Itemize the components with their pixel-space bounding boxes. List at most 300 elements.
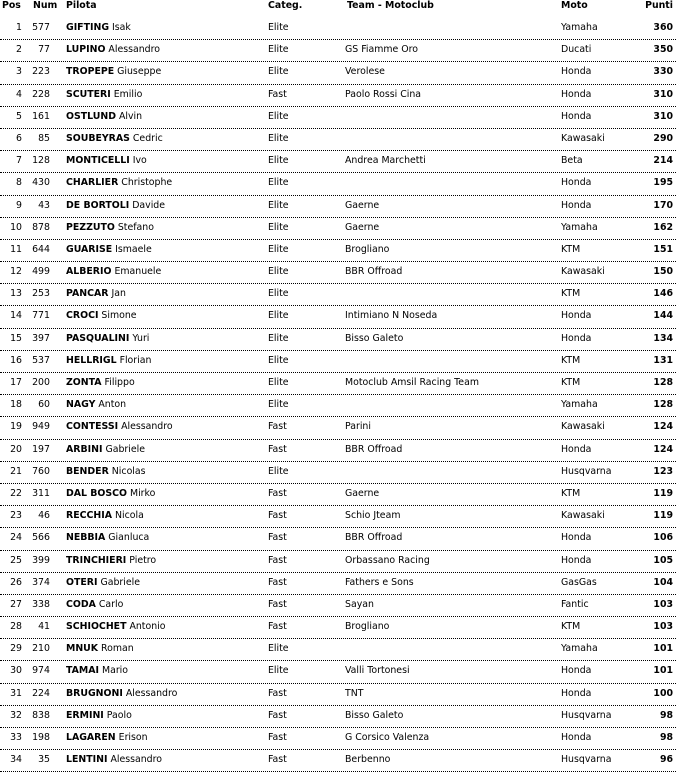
header-categ: Categ. bbox=[268, 0, 303, 11]
cell-moto: Honda bbox=[561, 177, 592, 189]
cell-categ: Fast bbox=[268, 687, 287, 699]
table-row bbox=[0, 440, 682, 462]
table-row bbox=[0, 706, 682, 728]
cell-pos: 11 bbox=[10, 243, 22, 255]
rider-name: Davide bbox=[132, 199, 166, 211]
cell-num: 838 bbox=[32, 709, 50, 721]
cell-punti: 128 bbox=[653, 377, 673, 388]
cell-pos: 25 bbox=[10, 554, 22, 566]
cell-num: 397 bbox=[32, 332, 50, 344]
cell-pilota bbox=[66, 444, 145, 456]
cell-categ: Fast bbox=[268, 510, 287, 522]
table-row bbox=[0, 595, 682, 617]
rider-name: Alessandro bbox=[125, 687, 178, 699]
cell-team: Schio Jteam bbox=[345, 510, 401, 522]
header-pilota: Pilota bbox=[66, 0, 97, 11]
rider-surname: LUPINO bbox=[66, 44, 106, 56]
cell-punti: 360 bbox=[653, 22, 673, 33]
cell-pos: 10 bbox=[10, 221, 22, 233]
rider-name: Emilio bbox=[113, 88, 143, 100]
cell-team: Gaerne bbox=[345, 221, 380, 233]
cell-pilota bbox=[66, 488, 155, 500]
rider-surname: TROPEPE bbox=[66, 66, 115, 78]
table-row bbox=[0, 240, 682, 262]
cell-categ: Fast bbox=[268, 598, 287, 610]
cell-pilota bbox=[66, 333, 149, 345]
rider-surname: ZONTA bbox=[66, 377, 102, 388]
rider-surname: TRINCHIERI bbox=[66, 554, 127, 566]
rider-surname: PASQUALINI bbox=[66, 332, 130, 344]
table-row bbox=[0, 551, 682, 573]
cell-punti: 124 bbox=[653, 421, 673, 433]
cell-team: Parini bbox=[345, 421, 371, 433]
rider-surname: BENDER bbox=[66, 465, 109, 477]
cell-punti: 124 bbox=[653, 443, 673, 455]
table-row bbox=[0, 85, 682, 107]
rider-name: Mario bbox=[101, 665, 129, 677]
rider-name: Ivo bbox=[132, 155, 147, 167]
cell-team: Berbenno bbox=[345, 754, 391, 766]
cell-pilota bbox=[66, 421, 173, 433]
cell-moto: Fantic bbox=[561, 598, 589, 610]
cell-pos: 6 bbox=[16, 132, 22, 144]
cell-pos: 32 bbox=[10, 709, 22, 721]
cell-punti: 100 bbox=[653, 687, 673, 699]
rider-surname: HELLRIGL bbox=[66, 354, 117, 366]
cell-punti: 162 bbox=[653, 221, 673, 233]
rider-name: Christophe bbox=[121, 177, 173, 189]
rider-name: Paolo bbox=[106, 709, 132, 721]
table-row bbox=[0, 417, 682, 439]
cell-categ: Fast bbox=[268, 709, 287, 721]
cell-num: 311 bbox=[32, 487, 50, 499]
rider-name: Cedric bbox=[132, 132, 163, 144]
table-row bbox=[0, 151, 682, 173]
cell-pos: 12 bbox=[10, 266, 22, 278]
cell-punti: 123 bbox=[653, 465, 673, 477]
cell-num: 228 bbox=[32, 88, 50, 100]
cell-num: 430 bbox=[32, 177, 50, 189]
cell-punti: 98 bbox=[659, 709, 673, 721]
cell-num: 43 bbox=[38, 199, 50, 211]
cell-punti: 134 bbox=[653, 332, 673, 344]
cell-pilota bbox=[66, 732, 148, 744]
cell-num: 253 bbox=[32, 288, 50, 300]
rider-name: Giuseppe bbox=[117, 66, 162, 78]
cell-team: Brogliano bbox=[345, 243, 390, 255]
cell-num: 771 bbox=[32, 310, 50, 322]
cell-num: 499 bbox=[32, 266, 50, 278]
cell-moto: Yamaha bbox=[561, 643, 598, 655]
cell-moto: Ducati bbox=[561, 44, 592, 56]
cell-categ: Fast bbox=[268, 554, 287, 566]
cell-num: 161 bbox=[32, 110, 50, 122]
cell-pos: 19 bbox=[10, 421, 22, 433]
cell-punti: 144 bbox=[653, 310, 673, 322]
cell-punti: 146 bbox=[653, 288, 673, 300]
cell-pilota bbox=[66, 377, 135, 389]
cell-moto: Kawasaki bbox=[561, 132, 605, 144]
cell-pilota bbox=[66, 710, 132, 722]
cell-punti: 96 bbox=[659, 754, 673, 766]
cell-pilota bbox=[66, 288, 126, 300]
table-row bbox=[0, 395, 682, 417]
cell-punti: 350 bbox=[653, 44, 673, 56]
cell-pos: 1 bbox=[16, 22, 22, 33]
rider-surname: ALBERIO bbox=[66, 266, 112, 278]
cell-pilota bbox=[66, 665, 128, 677]
cell-num: 537 bbox=[32, 354, 50, 366]
cell-num: 77 bbox=[38, 44, 50, 56]
cell-punti: 103 bbox=[653, 598, 673, 610]
cell-categ: Elite bbox=[268, 177, 289, 189]
cell-pos: 30 bbox=[10, 665, 22, 677]
rider-name: Ismaele bbox=[115, 243, 152, 255]
table-header bbox=[0, 0, 682, 14]
cell-num: 200 bbox=[32, 377, 50, 388]
cell-punti: 119 bbox=[653, 510, 673, 522]
cell-num: 85 bbox=[38, 132, 50, 144]
cell-pilota bbox=[66, 621, 166, 633]
cell-pilota bbox=[66, 244, 152, 256]
cell-pilota bbox=[66, 44, 160, 56]
cell-num: 949 bbox=[32, 421, 50, 433]
cell-num: 878 bbox=[32, 221, 50, 233]
table-row bbox=[0, 462, 682, 484]
cell-num: 760 bbox=[32, 465, 50, 477]
rider-name: Jan bbox=[111, 288, 126, 300]
cell-num: 41 bbox=[38, 621, 50, 633]
rider-surname: SOUBEYRAS bbox=[66, 132, 130, 144]
cell-punti: 119 bbox=[653, 487, 673, 499]
cell-categ: Elite bbox=[268, 66, 289, 78]
cell-categ: Fast bbox=[268, 754, 287, 766]
rider-surname: TAMAI bbox=[66, 665, 99, 677]
rider-surname: NAGY bbox=[66, 399, 96, 411]
rider-name: Florian bbox=[119, 354, 152, 366]
rider-name: Nicolas bbox=[111, 465, 146, 477]
cell-punti: 128 bbox=[653, 399, 673, 411]
cell-pos: 20 bbox=[10, 443, 22, 455]
cell-team: Paolo Rossi Cina bbox=[345, 88, 422, 100]
cell-categ: Fast bbox=[268, 487, 287, 499]
cell-num: 399 bbox=[32, 554, 50, 566]
cell-moto: Honda bbox=[561, 532, 592, 544]
cell-pilota bbox=[66, 200, 165, 212]
cell-punti: 106 bbox=[653, 532, 673, 544]
cell-categ: Fast bbox=[268, 732, 287, 743]
cell-pilota bbox=[66, 133, 163, 145]
cell-categ: Elite bbox=[268, 354, 289, 366]
cell-pilota bbox=[66, 66, 161, 78]
table-row bbox=[0, 617, 682, 639]
cell-categ: Fast bbox=[268, 88, 287, 100]
cell-moto: Beta bbox=[561, 155, 583, 167]
table-row bbox=[0, 284, 682, 306]
rider-name: Roman bbox=[101, 643, 134, 655]
cell-categ: Elite bbox=[268, 465, 289, 477]
cell-pos: 5 bbox=[16, 110, 22, 122]
cell-moto: Honda bbox=[561, 332, 592, 344]
standings-table bbox=[0, 18, 682, 772]
cell-num: 374 bbox=[32, 576, 50, 588]
cell-team: GS Fiamme Oro bbox=[345, 44, 419, 56]
cell-pilota bbox=[66, 111, 142, 123]
cell-pilota bbox=[66, 355, 151, 367]
rider-surname: GIFTING bbox=[66, 22, 110, 33]
rider-name: Erison bbox=[118, 732, 148, 743]
cell-punti: 170 bbox=[653, 199, 673, 211]
cell-team: G Corsico Valenza bbox=[345, 732, 430, 743]
cell-moto: KTM bbox=[561, 377, 581, 388]
rider-name: Gianluca bbox=[108, 532, 150, 544]
rider-name: Alessandro bbox=[108, 44, 160, 56]
cell-moto: Honda bbox=[561, 110, 592, 122]
rider-surname: CODA bbox=[66, 598, 96, 610]
rider-name: Gabriele bbox=[105, 443, 145, 455]
cell-team: Motoclub Amsil Racing Team bbox=[345, 377, 479, 388]
table-row bbox=[0, 506, 682, 528]
cell-punti: 290 bbox=[653, 132, 673, 144]
cell-pos: 13 bbox=[10, 288, 22, 300]
cell-team: Verolese bbox=[345, 66, 385, 78]
cell-team: Fathers e Sons bbox=[345, 576, 414, 588]
rider-name: Pietro bbox=[129, 554, 157, 566]
cell-pilota bbox=[66, 466, 146, 478]
cell-pilota bbox=[66, 155, 147, 167]
cell-pilota bbox=[66, 399, 126, 411]
cell-moto: KTM bbox=[561, 288, 581, 300]
cell-punti: 131 bbox=[653, 354, 673, 366]
cell-num: 198 bbox=[32, 732, 50, 743]
cell-pilota bbox=[66, 266, 161, 278]
cell-team: Bisso Galeto bbox=[345, 332, 404, 344]
cell-pos: 18 bbox=[10, 399, 22, 411]
table-row bbox=[0, 639, 682, 661]
cell-num: 46 bbox=[38, 510, 50, 522]
rider-surname: LAGAREN bbox=[66, 732, 116, 743]
cell-team: Brogliano bbox=[345, 621, 390, 633]
rider-surname: CHARLIER bbox=[66, 177, 119, 189]
rider-name: Anton bbox=[98, 399, 127, 411]
rider-name: Stefano bbox=[117, 221, 154, 233]
cell-pos: 17 bbox=[10, 377, 22, 388]
rider-surname: ERMINI bbox=[66, 709, 104, 721]
cell-pilota bbox=[66, 754, 162, 766]
rider-surname: NEBBIA bbox=[66, 532, 106, 544]
cell-categ: Elite bbox=[268, 22, 289, 33]
cell-moto: Honda bbox=[561, 199, 592, 211]
rider-name: Alvin bbox=[118, 110, 143, 122]
rider-surname: OTERI bbox=[66, 576, 98, 588]
cell-pos: 16 bbox=[10, 354, 22, 366]
cell-moto: KTM bbox=[561, 621, 581, 633]
cell-categ: Elite bbox=[268, 110, 289, 122]
cell-categ: Elite bbox=[268, 665, 289, 677]
cell-num: 60 bbox=[38, 399, 50, 411]
cell-categ: Elite bbox=[268, 266, 289, 278]
rider-surname: CROCI bbox=[66, 310, 99, 322]
cell-moto: Honda bbox=[561, 732, 592, 743]
cell-pos: 7 bbox=[16, 155, 22, 167]
rider-name: Gabriele bbox=[100, 576, 141, 588]
cell-pos: 28 bbox=[10, 621, 22, 633]
cell-punti: 195 bbox=[653, 177, 673, 189]
cell-pos: 27 bbox=[10, 598, 22, 610]
rider-name: Antonio bbox=[129, 621, 166, 633]
cell-team: TNT bbox=[345, 687, 364, 699]
cell-team: BBR Offroad bbox=[345, 266, 403, 278]
table-row bbox=[0, 306, 682, 328]
cell-pilota bbox=[66, 643, 134, 655]
cell-moto: Honda bbox=[561, 687, 592, 699]
table-row bbox=[0, 129, 682, 151]
cell-num: 644 bbox=[32, 243, 50, 255]
cell-pos: 8 bbox=[16, 177, 22, 189]
cell-punti: 151 bbox=[653, 243, 673, 255]
cell-categ: Elite bbox=[268, 132, 289, 144]
cell-pos: 33 bbox=[10, 732, 22, 743]
cell-team: Sayan bbox=[345, 598, 374, 610]
cell-pos: 34 bbox=[10, 754, 22, 766]
table-row bbox=[0, 196, 682, 218]
cell-moto: Honda bbox=[561, 88, 592, 100]
table-row bbox=[0, 262, 682, 284]
cell-num: 224 bbox=[32, 687, 50, 699]
table-row bbox=[0, 218, 682, 240]
cell-categ: Elite bbox=[268, 221, 289, 233]
rider-name: Simone bbox=[101, 310, 137, 322]
cell-categ: Elite bbox=[268, 332, 289, 344]
cell-categ: Elite bbox=[268, 288, 289, 300]
table-row bbox=[0, 351, 682, 373]
cell-moto: Honda bbox=[561, 554, 592, 566]
cell-team: BBR Offroad bbox=[345, 532, 403, 544]
cell-team: Orbassano Racing bbox=[345, 554, 430, 566]
table-row bbox=[0, 528, 682, 550]
cell-pos: 9 bbox=[16, 199, 22, 211]
header-num: Num bbox=[33, 0, 58, 11]
rider-surname: MNUK bbox=[66, 643, 99, 655]
rider-name: Isak bbox=[112, 22, 131, 33]
cell-moto: Honda bbox=[561, 665, 592, 677]
rider-surname: RECCHIA bbox=[66, 510, 112, 522]
cell-moto: Kawasaki bbox=[561, 510, 605, 522]
rider-surname: DAL BOSCO bbox=[66, 487, 127, 499]
cell-num: 210 bbox=[32, 643, 50, 655]
cell-pos: 23 bbox=[10, 510, 22, 522]
cell-pilota bbox=[66, 89, 142, 101]
cell-categ: Elite bbox=[268, 243, 289, 255]
cell-punti: 101 bbox=[653, 643, 673, 655]
cell-num: 566 bbox=[32, 532, 50, 544]
rider-name: Mirko bbox=[129, 487, 156, 499]
table-row bbox=[0, 173, 682, 195]
header-team: Team - Motoclub bbox=[347, 0, 434, 11]
table-row bbox=[0, 62, 682, 84]
cell-punti: 103 bbox=[653, 621, 673, 633]
cell-pos: 24 bbox=[10, 532, 22, 544]
rider-surname: PANCAR bbox=[66, 288, 109, 300]
cell-team: Andrea Marchetti bbox=[345, 155, 426, 167]
rider-name: Filippo bbox=[104, 377, 135, 388]
table-row bbox=[0, 484, 682, 506]
table-row bbox=[0, 661, 682, 683]
cell-categ: Elite bbox=[268, 199, 289, 211]
table-row bbox=[0, 573, 682, 595]
cell-moto: Kawasaki bbox=[561, 421, 605, 433]
cell-pilota bbox=[66, 510, 144, 522]
cell-pos: 14 bbox=[10, 310, 22, 322]
cell-pilota bbox=[66, 177, 172, 189]
rider-name: Yuri bbox=[132, 332, 150, 344]
rider-surname: OSTLUND bbox=[66, 110, 116, 122]
cell-team: Intimiano N Noseda bbox=[345, 310, 438, 322]
rider-surname: PEZZUTO bbox=[66, 221, 115, 233]
cell-punti: 101 bbox=[653, 665, 673, 677]
table-row bbox=[0, 728, 682, 750]
cell-moto: Yamaha bbox=[561, 22, 598, 33]
cell-num: 338 bbox=[32, 598, 50, 610]
cell-pilota bbox=[66, 599, 123, 611]
cell-categ: Elite bbox=[268, 310, 289, 322]
cell-num: 577 bbox=[32, 22, 50, 33]
cell-moto: Husqvarna bbox=[561, 754, 612, 766]
cell-pilota bbox=[66, 555, 156, 567]
cell-punti: 150 bbox=[653, 266, 673, 278]
cell-moto: Kawasaki bbox=[561, 266, 605, 278]
cell-categ: Elite bbox=[268, 399, 289, 411]
cell-pos: 4 bbox=[16, 88, 22, 100]
table-row bbox=[0, 107, 682, 129]
cell-pilota bbox=[66, 532, 149, 544]
header-pos: Pos bbox=[2, 0, 21, 11]
cell-pos: 3 bbox=[16, 66, 22, 78]
cell-moto: Honda bbox=[561, 310, 592, 322]
cell-categ: Fast bbox=[268, 421, 287, 433]
cell-moto: KTM bbox=[561, 354, 581, 366]
cell-moto: Honda bbox=[561, 443, 592, 455]
header-moto: Moto bbox=[561, 0, 588, 11]
rider-name: Emanuele bbox=[114, 266, 162, 278]
table-row bbox=[0, 684, 682, 706]
cell-team: Gaerne bbox=[345, 199, 380, 211]
rider-surname: GUARISE bbox=[66, 243, 113, 255]
cell-team: BBR Offroad bbox=[345, 443, 403, 455]
cell-moto: Husqvarna bbox=[561, 709, 612, 721]
table-row bbox=[0, 18, 682, 40]
cell-num: 35 bbox=[38, 754, 50, 766]
rider-surname: CONTESSI bbox=[66, 421, 119, 433]
cell-pos: 2 bbox=[16, 44, 22, 56]
cell-moto: Husqvarna bbox=[561, 465, 612, 477]
rider-name: Alessandro bbox=[110, 754, 163, 766]
cell-categ: Fast bbox=[268, 576, 287, 588]
cell-pos: 21 bbox=[10, 465, 22, 477]
rider-surname: BRUGNONI bbox=[66, 687, 123, 699]
cell-moto: KTM bbox=[561, 243, 581, 255]
cell-num: 197 bbox=[32, 443, 50, 455]
cell-team: Bisso Galeto bbox=[345, 709, 404, 721]
cell-moto: GasGas bbox=[561, 576, 597, 588]
rider-surname: SCUTERI bbox=[66, 88, 111, 100]
cell-team: Valli Tortonesi bbox=[345, 665, 410, 677]
cell-pos: 31 bbox=[10, 687, 22, 699]
cell-categ: Elite bbox=[268, 643, 289, 655]
cell-pilota bbox=[66, 310, 137, 322]
cell-categ: Fast bbox=[268, 621, 287, 633]
cell-categ: Fast bbox=[268, 532, 287, 544]
